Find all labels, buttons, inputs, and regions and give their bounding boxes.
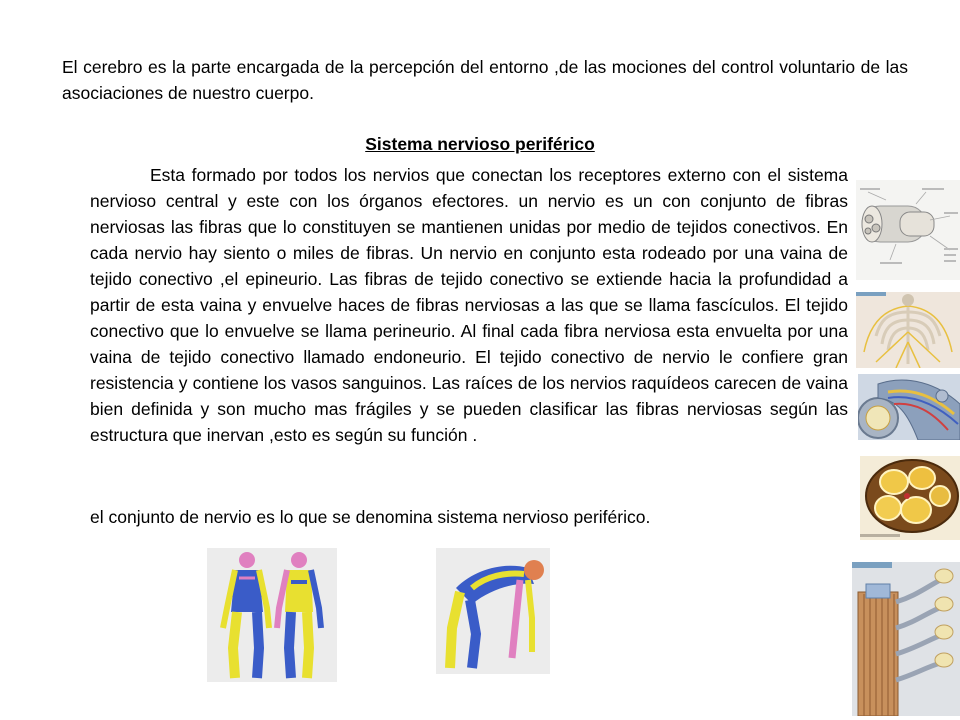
body-paragraph: Esta formado por todos los nervios que conectan los receptores externo con el sistema nervioso central y este con los órganos efectores. un nervio es un con conjunto de fibras nerviosas las fibras que lo constituyen se mantienen unidas por medio de tejidos conectivos. En cada nervio hay siento o miles de fibras. Un nervio en conjunto esta rodeado por una vaina de tejido conectivo ,el epineurio. Las fibras de tejido conectivo se extiende hacia la profundidad a partir de esta vaina y envuelve haces de fibras nerviosas a las que se llama fascículos. El tejido conectivo que lo envuelve se llama perineurio. Al final cada fibra nerviosa esta envuelta por una vaina de tejido conectivo llamado endoneurio. El tejido conectivo de nervio le confiere gran resistencia y contiene los vasos sanguinos. Las raíces de los nervios raquídeos carecen de vaina bien definida y son mucho mas frágiles y se pueden clasificar las fibras nerviosas según las estructura que inervan ,esto es según su función . xyxy=(90,165,848,445)
section-title: Sistema nervioso periférico xyxy=(365,134,595,154)
nerve-structure-diagram xyxy=(856,180,960,280)
dermatome-map-bending xyxy=(436,548,550,674)
intro-paragraph: El cerebro es la parte encargada de la percepción del entorno ,de las mociones del control voluntario de las asociaciones de nuestro cuerpo. xyxy=(62,57,908,103)
spinal-cord-nerve-roots xyxy=(852,562,960,716)
skeleton-nervous-system xyxy=(856,292,960,368)
closing-paragraph: el conjunto de nervio es lo que se denomina sistema nervioso periférico. xyxy=(90,507,651,527)
nerve-cross-section-blue xyxy=(858,374,960,440)
nerve-cross-section-yellow xyxy=(860,456,960,540)
dermatome-map-standing xyxy=(207,548,337,682)
